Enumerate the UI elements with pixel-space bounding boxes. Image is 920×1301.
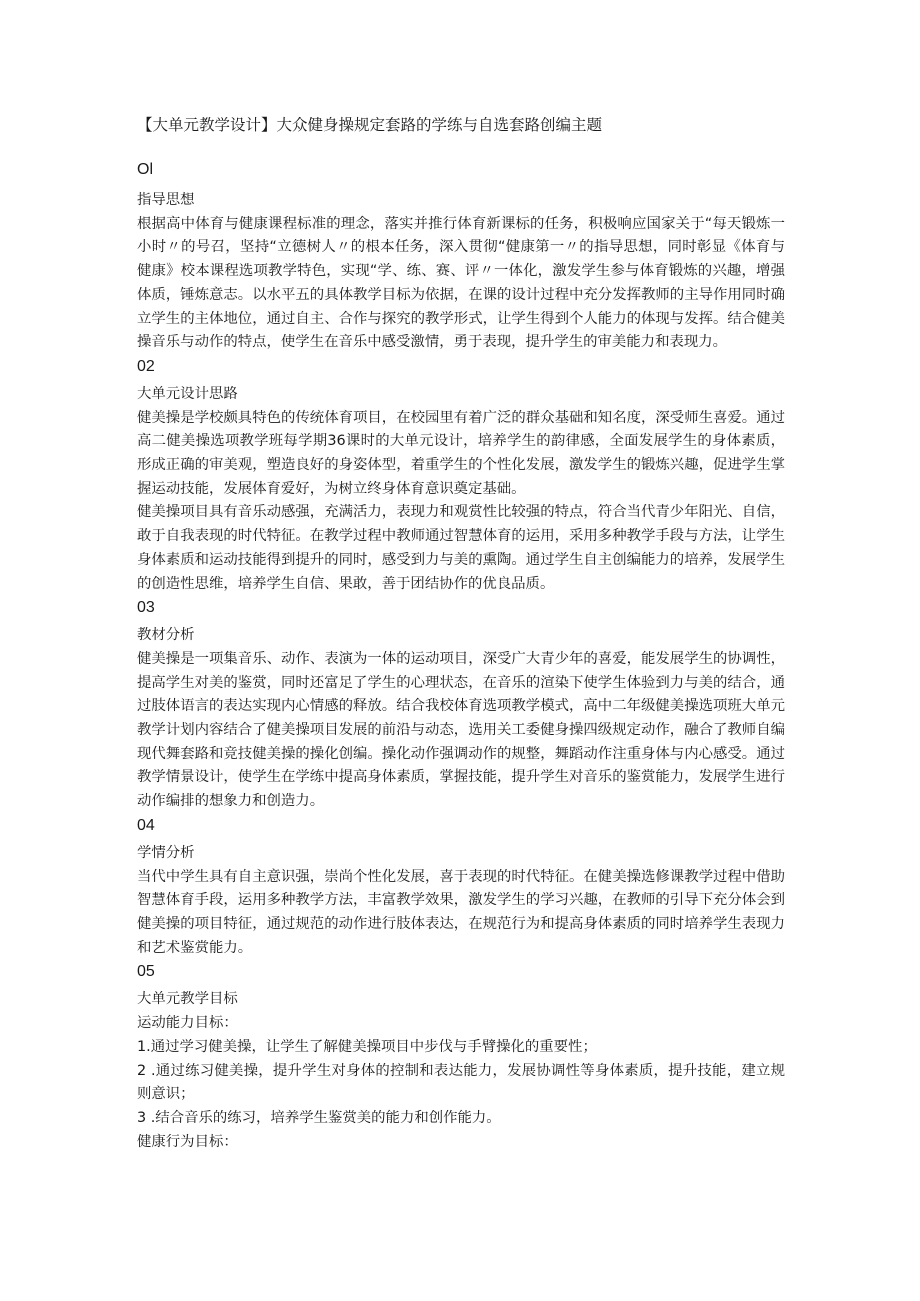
section-heading: 学情分析 (137, 844, 195, 861)
section-number: Ol (137, 161, 153, 178)
section-heading: 大单元教学目标 (137, 991, 238, 1008)
list-item: 2 .通过练习健美操，提升学生对身体的控制和表达能力，发展协调性等身体素质，提升技能，建立规则意识； (137, 1062, 785, 1103)
sub-heading: 运动能力目标： (137, 1015, 238, 1032)
list-item: 1.通过学习健美操，让学生了解健美操项目中步伐与手臂操化的重要性； (137, 1038, 597, 1055)
section-heading: 指导思想 (137, 192, 195, 208)
paragraph: 根据高中体育与健康课程标准的理念，落实并推行体育新课标的任务，积极响应国家关于“每天锻炼一小时〃的号召，坚持“立德树人〃的根本任务，深入贯彻“健康第一〃的指导思想，同时彰显《体育与健康》校本课程选项教学特色，实现“学、练、赛、评〃一体化，激发学生参与体育锻炼的兴趣，增强体质，锤炼意志。以水平五的具体教学目标为依据，在课的设计过程中充分发挥教师的主导作用同时确立学生的主体地位，通过自主、合作与探究的教学形式，让学生得到个人能力的体现与发挥。结合健美操音乐与动作的特点，使学生在音乐中感受激情，勇于表现，提升学生的审美能力和表现力。 (137, 215, 785, 351)
paragraph: 健美操项目具有音乐动感强，充满活力，表现力和观赏性比较强的特点，符合当代青少年阳光、自信，敢于自我表现的时代特征。在教学过程中教师通过智慧体育的运用，采用多种教学手段与方法，让学生身体素质和运动技能得到提升的同时，感受到力与美的熏陶。通过学生自主创编能力的培养，发展学生的创造性思维，培养学生自信、果敢，善于团结协作的优良品质。 (137, 504, 785, 592)
document-body (137, 158, 785, 1154)
sub-heading: 健康行为目标： (137, 1133, 238, 1150)
section-heading: 大单元设计思路 (137, 385, 238, 402)
list-item: 3 .结合音乐的练习，培养学生鉴赏美的能力和创作能力。 (137, 1109, 501, 1126)
paragraph: 当代中学生具有自主意识强，崇尚个性化发展，喜于表现的时代特征。在健美操选修课教学过程中借助智慧体育手段，运用多种教学方法，丰富教学效果，激发学生的学习兴趣，在教师的引导下充分体会到健美操的项目特征，通过规范的动作进行肢体表达，在规范行为和提高身体素质的同时培养学生表现力和艺术鉴赏能力。 (137, 868, 785, 956)
section-number: 04 (137, 816, 155, 834)
paragraph: 健美操是一项集音乐、动作、表演为一体的运动项目，深受广大青少年的喜爱，能发展学生的协调性，提高学生对美的鉴赏，同时还富足了学生的心理状态，在音乐的渲染下使学生体验到力与美的结合，通过肢体语言的表达实现内心情感的释放。结合我校体育选项教学模式，高中二年级健美操选项班大单元教学计划内容结合了健美操项目发展的前沿与动态，选用关工委健身操四级规定动作，融合了教师自编现代舞套路和竞技健美操的操化创编。操化动作强调动作的规整，舞蹈动作注重身体与内心感受。通过教学情景设计，使学生在学练中提高身体素质，掌握技能，提升学生对音乐的鉴赏能力，发展学生进行动作编排的想象力和创造力。 (137, 650, 785, 810)
section-heading: 教材分析 (137, 627, 195, 644)
section-number: 02 (137, 357, 155, 375)
document-title: 【大单元教学设计】大众健身操规定套路的学练与自选套路创编主题 (137, 116, 603, 134)
section-number: 03 (137, 599, 155, 617)
section-number: 05 (137, 963, 155, 981)
paragraph: 健美操是学校颇具特色的传统体育项目，在校园里有着广泛的群众基础和知名度，深受师生喜爱。通过高二健美操选项教学班每学期36课时的大单元设计，培养学生的韵律感，全面发展学生的身体素质，形成正确的审美观，塑造良好的身姿体型，着重学生的个性化发展，激发学生的锻炼兴趣，促进学生掌握运动技能，发展体育爱好，为树立终身体育意识奠定基础。 (137, 409, 785, 497)
